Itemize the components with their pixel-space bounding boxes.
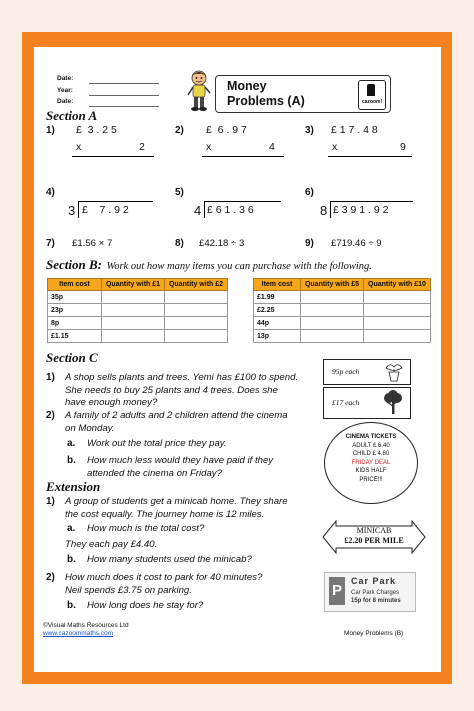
ext1-number: 1): [46, 496, 55, 507]
ext2b-text: How long does he stay for?: [87, 600, 204, 611]
item-cost-cell: 8p: [48, 317, 102, 330]
item-cost-cell: 23p: [48, 304, 102, 317]
plant-price-sign: [323, 359, 411, 385]
ext2-number: 2): [46, 572, 55, 583]
answer-cell[interactable]: [165, 317, 228, 330]
answer-cell[interactable]: [165, 291, 228, 304]
table-row: [254, 317, 431, 330]
qc2b-line: How much less would they have paid if they: [87, 455, 274, 466]
plant-price: 95p each: [332, 367, 360, 376]
table-row: [48, 304, 228, 317]
qa8-number: 8): [175, 238, 184, 249]
qa1-op: x: [76, 141, 82, 153]
worksheet: [34, 47, 441, 672]
qc2b-label: b.: [67, 455, 76, 466]
qa7-number: 7): [46, 238, 55, 249]
car-park-title: Car Park: [351, 576, 397, 586]
ext1b-label: b.: [67, 554, 76, 565]
extension-title: Extension: [46, 479, 101, 494]
ext1-note: They each pay £4.40.: [65, 539, 158, 550]
footer-copyright: ©Visual Maths Resources Ltd: [43, 622, 129, 629]
qa1-number: 1): [46, 125, 55, 136]
qc1-line: have enough money?: [65, 397, 158, 408]
qa6-number: 6): [305, 187, 314, 198]
ext1-line: A group of students get a minicab home. They share: [65, 496, 288, 507]
table-b1-header: Quantity with £1: [102, 279, 165, 291]
tree-icon: [380, 390, 406, 416]
cinema-kids-half: KIDS HALF: [355, 468, 387, 474]
tree-price: £17 each: [332, 398, 360, 407]
qa7-text: £1.56 × 7: [72, 238, 113, 249]
ext2-line: Neil spends £3.75 on parking.: [65, 584, 192, 596]
plant-pot-icon: [382, 362, 406, 382]
qa6-dividend: £ 3 9 1 . 9 2: [333, 204, 389, 216]
qc1-text: [65, 372, 298, 410]
qc2a-label: a.: [67, 438, 76, 449]
title-box: [215, 75, 391, 113]
qa9-text: £719.46 ÷ 9: [331, 238, 382, 249]
qc2b-line: attended the cinema on Friday?: [87, 467, 222, 479]
section-b-desc: Work out how many items you can purchase with the following.: [106, 261, 372, 272]
cinema-friday-deal: FRIDAY DEAL: [351, 459, 391, 466]
item-cost-cell: £1.15: [48, 330, 102, 343]
logo-door-icon: [367, 84, 375, 96]
logo-text: cazoom!: [361, 99, 383, 105]
item-cost-cell: 13p: [254, 330, 301, 343]
qa2-rule: [202, 156, 284, 157]
title-line2: Problems (A): [227, 94, 305, 108]
item-cost-cell: £2.25: [254, 304, 301, 317]
answer-cell[interactable]: [102, 317, 165, 330]
qc1-number: 1): [46, 372, 55, 383]
table-row: [254, 291, 431, 304]
minicab-price: £2.20 PER MILE: [344, 536, 404, 545]
ext1b-text: How many students used the minicab?: [87, 554, 252, 565]
boy-mascot-icon: [184, 69, 214, 113]
section-c-title: Section C: [46, 350, 98, 365]
qa1-rule: [72, 156, 154, 157]
cinema-title: CINEMA TICKETS: [345, 434, 397, 440]
qc2b-text: [87, 455, 273, 480]
qc2-line: on Monday.: [65, 422, 115, 434]
qa5-dividend: £ 6 1 . 3 6: [207, 204, 254, 216]
qa2-multiplier: 4: [269, 141, 275, 153]
qa1-multiplier: 2: [139, 141, 145, 153]
qa2-top: £ 6 . 9 7: [206, 124, 247, 136]
ext2-text: [65, 572, 262, 597]
parking-p-icon: P: [329, 577, 345, 605]
cinema-price-note: PRICE!!!: [359, 476, 383, 483]
answer-cell[interactable]: [102, 291, 165, 304]
date-line: [89, 83, 159, 84]
qc1-line: A shop sells plants and trees. Yemi has £100 to spend.: [65, 372, 299, 383]
table-b2: [253, 278, 431, 343]
item-cost-cell: 35p: [48, 291, 102, 304]
table-b1-header: Quantity with £2: [165, 279, 228, 291]
qa4-dividend: £ 7 . 9 2: [82, 204, 129, 216]
table-b1-header: Item cost: [48, 279, 102, 291]
qa2-op: x: [206, 141, 212, 153]
section-a-title: Section A: [46, 108, 98, 123]
table-row: [254, 304, 431, 317]
ext1a-text: How much is the total cost?: [87, 523, 205, 534]
minicab-sign: [322, 526, 426, 546]
answer-cell[interactable]: [363, 304, 430, 317]
year-line: [89, 95, 159, 96]
table-row: [48, 291, 228, 304]
ext1-text: [65, 496, 288, 521]
qa3-op: x: [332, 141, 338, 153]
logo: [358, 80, 386, 110]
answer-cell[interactable]: [301, 304, 364, 317]
answer-cell[interactable]: [301, 317, 364, 330]
car-park-sign: [324, 572, 416, 612]
answer-cell[interactable]: [301, 330, 364, 343]
table-row: [48, 330, 228, 343]
ext1a-label: a.: [67, 523, 76, 534]
cinema-child-price: CHILD £ 4.80: [352, 451, 390, 457]
answer-cell[interactable]: [363, 317, 430, 330]
table-row: [254, 330, 431, 343]
qa4-divisor: 3: [68, 203, 76, 218]
answer-cell[interactable]: [102, 330, 165, 343]
qc2-text: [65, 410, 288, 435]
qc2a-text: Work out the total price they pay.: [87, 438, 227, 449]
answer-cell[interactable]: [165, 330, 228, 343]
cinema-adult-price: ADULT £ 6.40: [352, 442, 390, 449]
year-label: Year:: [57, 87, 73, 94]
qa5-number: 5): [175, 187, 184, 198]
answer-cell[interactable]: [165, 304, 228, 317]
footer-website-link[interactable]: www.cazoommaths.com: [43, 630, 114, 637]
footer-doc-title: Money Problems (B): [344, 630, 404, 637]
qa4-number: 4): [46, 187, 55, 198]
ext2-line: How much does it cost to park for 40 minutes?: [65, 572, 263, 583]
qa5-divisor: 4: [194, 203, 202, 218]
qa3-multiplier: 9: [400, 141, 406, 153]
qa3-rule: [328, 156, 412, 157]
minicab-title: MINICAB: [356, 526, 392, 535]
section-b-title: Section B:: [46, 257, 102, 272]
table-b2-header: Quantity with £10: [363, 279, 430, 291]
qc2-number: 2): [46, 410, 55, 421]
date2-label: Date:: [57, 98, 74, 105]
answer-cell[interactable]: [102, 304, 165, 317]
qa6-divisor: 8: [320, 203, 328, 218]
ext1-line: the cost equally. The journey home is 12 miles.: [65, 508, 265, 520]
qa9-number: 9): [305, 238, 314, 249]
answer-cell[interactable]: [363, 330, 430, 343]
table-row: [48, 317, 228, 330]
tree-price-sign: [323, 387, 411, 419]
qa8-text: £42.18 ÷ 3: [199, 238, 245, 249]
date-label: Date:: [57, 75, 74, 82]
table-b2-header: Quantity with £5: [301, 279, 364, 291]
item-cost-cell: 44p: [254, 317, 301, 330]
answer-cell[interactable]: [301, 291, 364, 304]
cinema-ticket-sign: [324, 422, 418, 504]
qc2-line: A family of 2 adults and 2 children attend the cinema: [65, 410, 288, 421]
answer-cell[interactable]: [363, 291, 430, 304]
car-park-line1: Car Park Charges: [351, 590, 400, 596]
qc1-line: She needs to buy 25 plants and 4 trees. Does she: [65, 384, 278, 396]
item-cost-cell: £1.99: [254, 291, 301, 304]
ext2b-label: b.: [67, 600, 76, 611]
qa3-top: £ 1 7 . 4 8: [331, 124, 378, 136]
qa1-top: £ 3 . 2 5: [76, 124, 117, 136]
title-line1: Money: [227, 79, 267, 93]
table-b2-header: Item cost: [254, 279, 301, 291]
car-park-line2: 15p for 8 minutes: [351, 598, 401, 604]
qa2-number: 2): [175, 125, 184, 136]
table-b1: [47, 278, 228, 343]
qa3-number: 3): [305, 125, 314, 136]
section-b-heading: [46, 256, 372, 274]
date2-line: [89, 106, 159, 107]
